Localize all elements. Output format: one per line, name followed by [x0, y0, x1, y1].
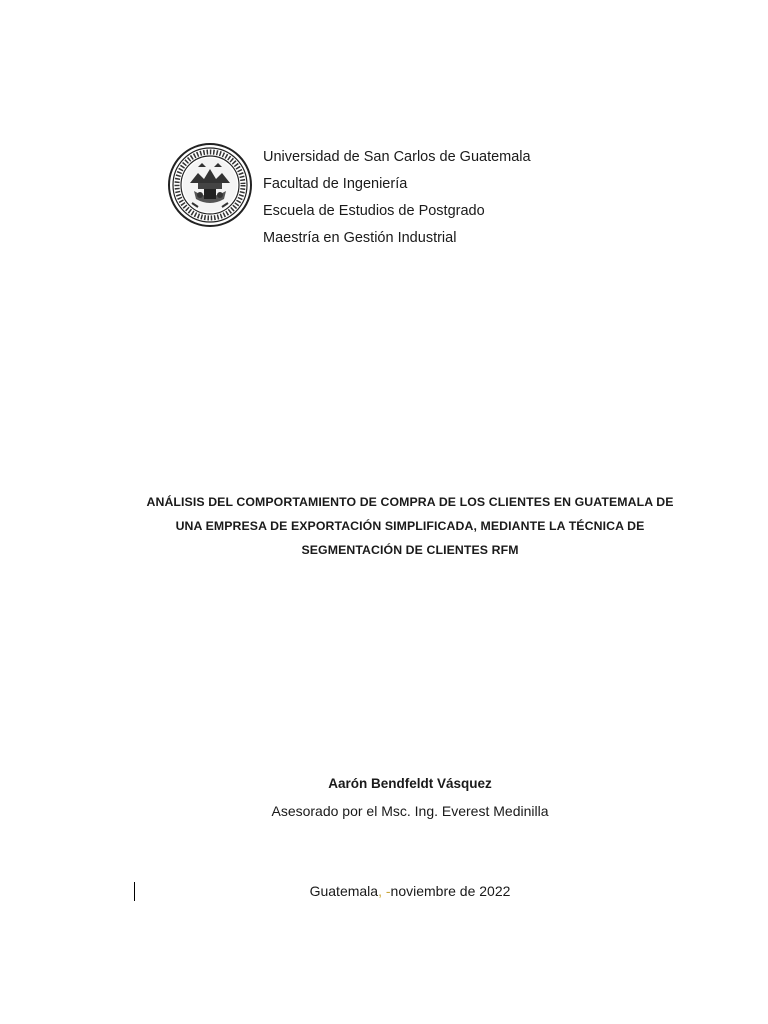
- program-name: Maestría en Gestión Industrial: [263, 230, 457, 246]
- institution-block: [263, 144, 703, 252]
- date-month-year: noviembre de 2022: [390, 883, 511, 899]
- faculty-name: Facultad de Ingeniería: [263, 176, 408, 192]
- date-line: [110, 880, 710, 902]
- university-name: Universidad de San Carlos de Guatemala: [263, 149, 531, 165]
- advisor-line: Asesorado por el Msc. Ing. Everest Medinilla: [271, 803, 549, 819]
- thesis-title: [110, 490, 710, 562]
- thesis-title-line: ANÁLISIS DEL COMPORTAMIENTO DE COMPRA DE LOS CLIENTES EN GUATEMALA DE: [146, 495, 674, 509]
- thesis-title-line: UNA EMPRESA DE EXPORTACIÓN SIMPLIFICADA, MEDIANTE LA TÉCNICA DE: [175, 519, 645, 533]
- edit-mark-dash: -: [381, 883, 391, 899]
- university-seal-icon: [168, 143, 252, 227]
- school-name: Escuela de Estudios de Postgrado: [263, 203, 485, 219]
- thesis-title-line: SEGMENTACIÓN DE CLIENTES RFM: [301, 543, 519, 557]
- date-city: Guatemala: [309, 883, 379, 899]
- edit-mark-comma: ,: [378, 883, 382, 899]
- author-name: Aarón Bendfeldt Vásquez: [328, 776, 492, 791]
